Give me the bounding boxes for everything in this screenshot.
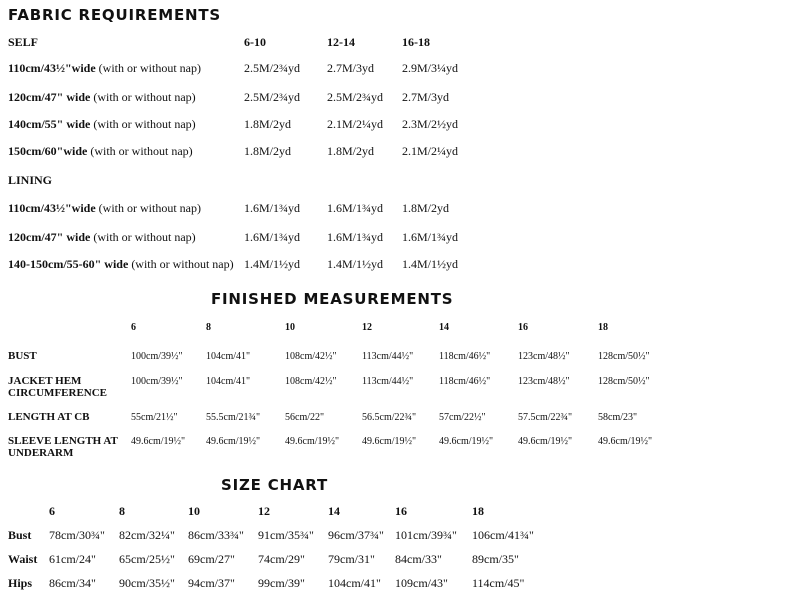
lining-row-value: 1.6M/1¾yd (327, 230, 384, 244)
finished-row-label: LENGTH AT CB (8, 411, 90, 423)
fabric-width: 120cm/47" wide (8, 90, 91, 104)
size-chart-value: 61cm/24" (49, 552, 96, 566)
finished-value: 49.6cm/19½" (131, 436, 186, 447)
size-chart-value: 106cm/41¾" (472, 528, 534, 542)
size-chart-value: 86cm/33¾" (188, 528, 244, 542)
size-chart-value: 84cm/33" (395, 552, 442, 566)
self-row-value: 2.1M/2¼yd (402, 144, 459, 158)
size-chart-value: 114cm/45" (472, 576, 525, 590)
finished-row-label: BUST (8, 350, 37, 362)
finished-size-header: 10 (285, 322, 295, 333)
fabric-width: 110cm/43½"wide (8, 61, 96, 75)
self-row-value: 1.8M/2yd (327, 144, 375, 158)
fabric-size-header-3: 16-18 (402, 35, 430, 49)
finished-value: 57.5cm/22¾" (518, 412, 573, 423)
size-chart-title: SIZE CHART (221, 476, 329, 494)
self-row-value: 2.5M/2¾yd (327, 90, 384, 104)
size-chart-value: 82cm/32¼" (119, 528, 175, 542)
self-row-label (8, 145, 193, 158)
nap-note: (with or without nap) (90, 230, 196, 244)
finished-value: 49.6cm/19½" (285, 436, 340, 447)
fabric-width: 120cm/47" wide (8, 230, 91, 244)
finished-value: 56.5cm/22¾" (362, 412, 417, 423)
finished-value: 49.6cm/19½" (362, 436, 417, 447)
lining-row-value: 1.4M/1½yd (402, 257, 459, 271)
nap-note: (with or without nap) (128, 257, 234, 271)
self-row-value: 2.5M/2¾yd (244, 90, 301, 104)
finished-size-header: 14 (439, 322, 449, 333)
size-chart-value: 96cm/37¾" (328, 528, 384, 542)
self-row-value: 2.7M/3yd (327, 61, 375, 75)
size-chart-value: 104cm/41" (328, 576, 381, 590)
size-chart-header: 16 (395, 504, 407, 518)
self-row-value: 2.7M/3yd (402, 90, 450, 104)
finished-value: 118cm/46½" (439, 351, 491, 362)
finished-value: 123cm/48½" (518, 351, 570, 362)
size-chart-header: 18 (472, 504, 484, 518)
fabric-width: 150cm/60"wide (8, 144, 88, 158)
fabric-width: 140cm/55" wide (8, 117, 91, 131)
finished-row-label: JACKET HEM CIRCUMFERENCE (8, 375, 107, 399)
finished-value: 57cm/22½" (439, 412, 486, 423)
lining-row-value: 1.4M/1½yd (327, 257, 384, 271)
finished-size-header: 18 (598, 322, 608, 333)
lining-row-value: 1.6M/1¾yd (327, 201, 384, 215)
nap-note: (with or without nap) (90, 90, 196, 104)
finished-size-header: 6 (131, 322, 136, 333)
size-chart-value: 101cm/39¾" (395, 528, 457, 542)
size-chart-value: 65cm/25½" (119, 552, 175, 566)
finished-value: 49.6cm/19½" (439, 436, 494, 447)
self-row-value: 2.9M/3¼yd (402, 61, 459, 75)
size-chart-value: 86cm/34" (49, 576, 96, 590)
size-chart-header: 6 (49, 504, 55, 518)
self-row-value: 1.8M/2yd (244, 117, 292, 131)
finished-value: 49.6cm/19½" (598, 436, 653, 447)
self-row-value: 2.5M/2¾yd (244, 61, 301, 75)
size-chart-value: 109cm/43" (395, 576, 448, 590)
fabric-width: 140-150cm/55-60" wide (8, 257, 129, 271)
finished-measurements-title: FINISHED MEASUREMENTS (211, 290, 454, 308)
finished-value: 128cm/50½" (598, 376, 650, 387)
size-chart-row-label: Hips (8, 576, 33, 590)
self-section-label: SELF (8, 35, 39, 49)
lining-row-value: 1.6M/1¾yd (244, 230, 301, 244)
finished-value: 118cm/46½" (439, 376, 491, 387)
lining-row-value: 1.6M/1¾yd (244, 201, 301, 215)
finished-value: 104cm/41" (206, 351, 251, 362)
finished-value: 104cm/41" (206, 376, 251, 387)
finished-value: 108cm/42½" (285, 351, 337, 362)
self-row-value: 2.3M/2½yd (402, 117, 459, 131)
finished-value: 100cm/39½" (131, 351, 183, 362)
lining-row-label (8, 202, 201, 215)
lining-row-value: 1.8M/2yd (402, 201, 450, 215)
fabric-requirements-title: FABRIC REQUIREMENTS (8, 6, 221, 24)
finished-size-header: 8 (206, 322, 211, 333)
size-chart-value: 69cm/27" (188, 552, 235, 566)
size-chart-row-label: Bust (8, 528, 32, 542)
finished-size-header: 12 (362, 322, 372, 333)
finished-value: 128cm/50½" (598, 351, 650, 362)
size-chart-value: 91cm/35¾" (258, 528, 314, 542)
size-chart-value: 99cm/39" (258, 576, 305, 590)
finished-value: 113cm/44½" (362, 376, 414, 387)
size-chart-value: 78cm/30¾" (49, 528, 105, 542)
self-row-value: 2.1M/2¼yd (327, 117, 384, 131)
nap-note: (with or without nap) (95, 61, 201, 75)
finished-value: 55.5cm/21¾" (206, 412, 261, 423)
nap-note: (with or without nap) (95, 201, 201, 215)
fabric-size-header-2: 12-14 (327, 35, 355, 49)
size-chart-header: 12 (258, 504, 270, 518)
finished-value: 49.6cm/19½" (518, 436, 573, 447)
finished-value: 49.6cm/19½" (206, 436, 261, 447)
size-chart-value: 94cm/37" (188, 576, 235, 590)
size-chart-row-label: Waist (8, 552, 38, 566)
finished-value: 108cm/42½" (285, 376, 337, 387)
finished-size-header: 16 (518, 322, 528, 333)
nap-note: (with or without nap) (87, 144, 193, 158)
self-row-label (8, 118, 196, 131)
size-chart-header: 14 (328, 504, 340, 518)
lining-row-label (8, 258, 234, 271)
lining-section-label: LINING (8, 173, 53, 187)
size-chart-value: 89cm/35" (472, 552, 519, 566)
size-chart-value: 79cm/31" (328, 552, 375, 566)
lining-row-value: 1.4M/1½yd (244, 257, 301, 271)
finished-row-label: SLEEVE LENGTH AT UNDERARM (8, 435, 118, 459)
finished-value: 55cm/21½" (131, 412, 178, 423)
size-chart-value: 90cm/35½" (119, 576, 175, 590)
finished-value: 100cm/39½" (131, 376, 183, 387)
fabric-size-header-1: 6-10 (244, 35, 266, 49)
finished-value: 56cm/22" (285, 412, 325, 423)
self-row-value: 1.8M/2yd (244, 144, 292, 158)
nap-note: (with or without nap) (90, 117, 196, 131)
size-chart-value: 74cm/29" (258, 552, 305, 566)
finished-value: 123cm/48½" (518, 376, 570, 387)
lining-row-label (8, 231, 196, 244)
self-row-label (8, 91, 196, 104)
finished-value: 58cm/23" (598, 412, 638, 423)
self-row-label (8, 62, 201, 75)
lining-row-value: 1.6M/1¾yd (402, 230, 459, 244)
fabric-width: 110cm/43½"wide (8, 201, 96, 215)
finished-value: 113cm/44½" (362, 351, 414, 362)
size-chart-header: 10 (188, 504, 200, 518)
size-chart-header: 8 (119, 504, 125, 518)
